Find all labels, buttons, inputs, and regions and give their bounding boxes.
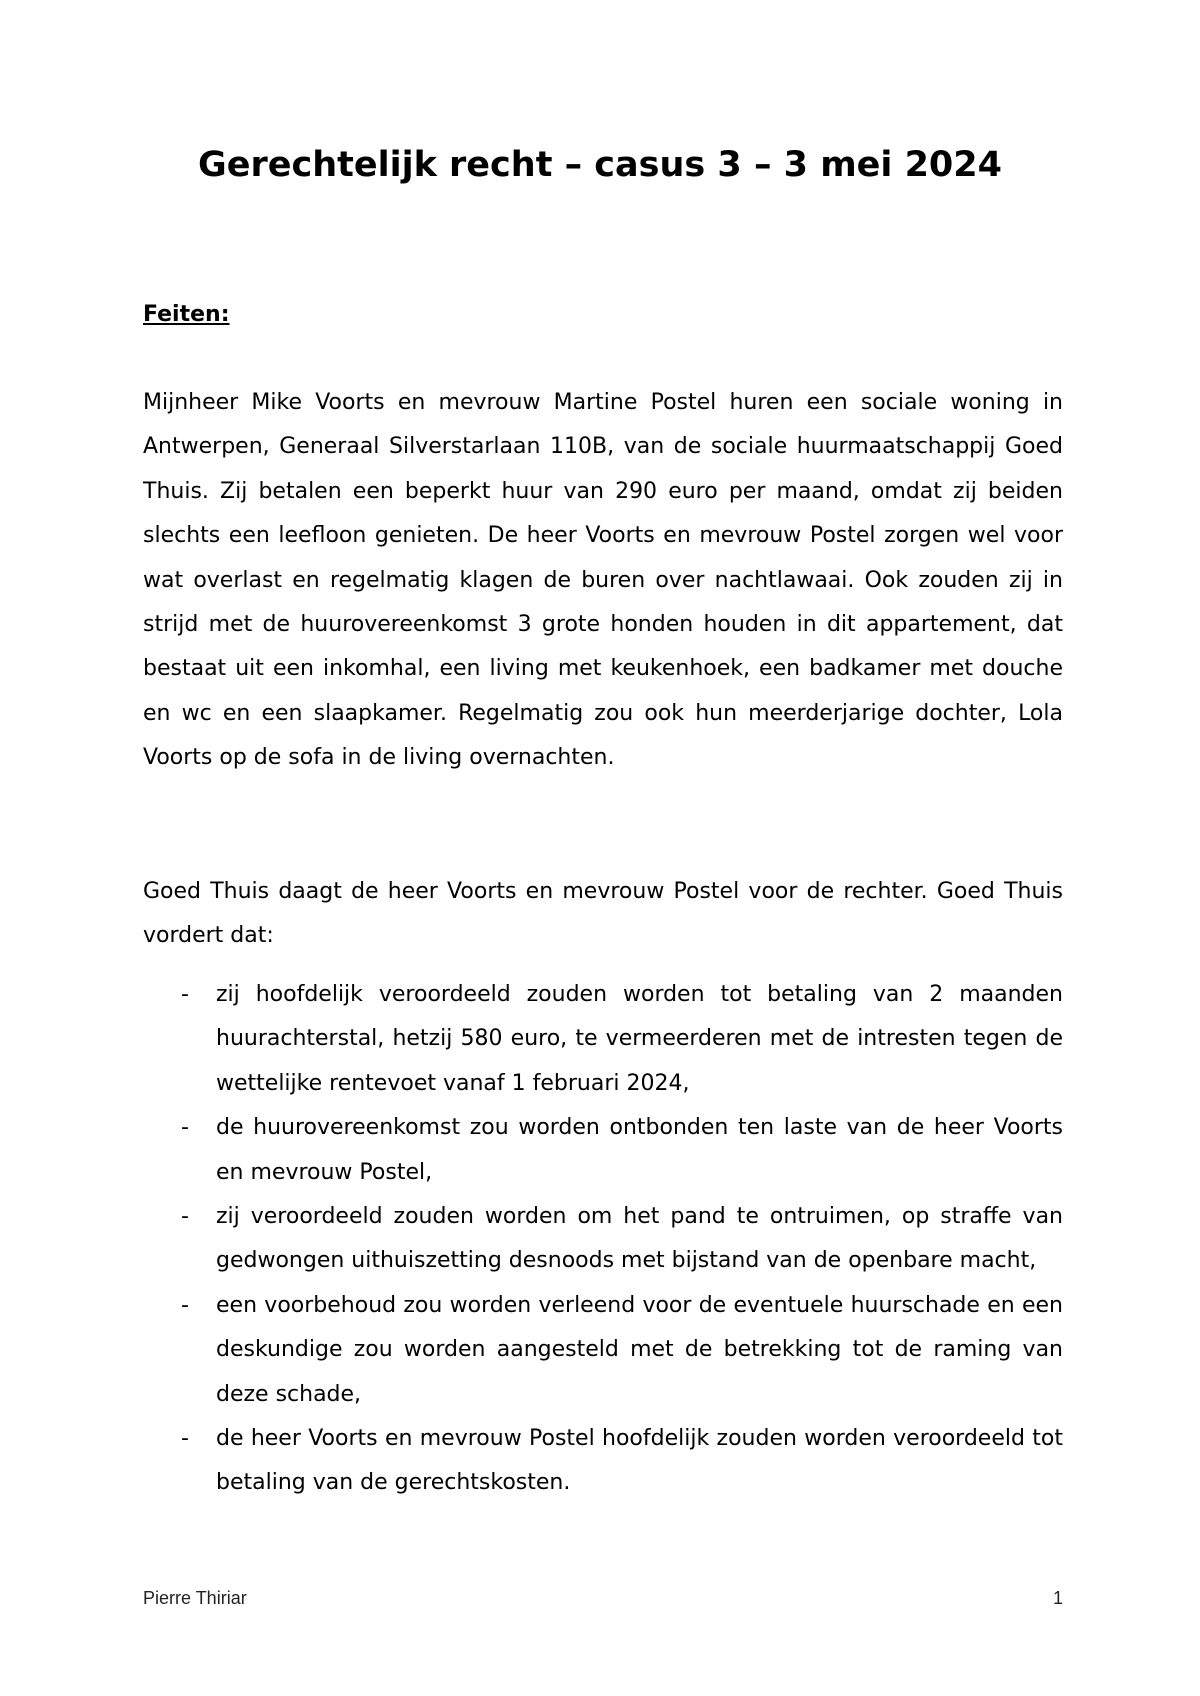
list-dash: - — [181, 982, 189, 1007]
list-dash: - — [181, 1292, 189, 1318]
section-heading-feiten: Feiten: — [143, 302, 230, 327]
claims-list — [143, 973, 1063, 1506]
list-dash: - — [181, 1115, 189, 1141]
list-item — [143, 1417, 1063, 1506]
list-dash: - — [181, 1426, 189, 1452]
paragraph-facts: Mijnheer Mike Voorts en mevrouw Martine Postel huren een sociale woning in Antwerpen, Generaal Silverstarlaan 110B, van de sociale huurmaatschappij Goed Thuis. Zij betalen een beperkt huur van 290 euro per maand, omdat zij beiden slechts een leefloon genieten. De heer Voorts en mevrouw Postel zorgen wel voor wat overlast en regelmatig klagen de buren over nachtlawaai. Ook zouden zij in strijd met de huurovereenkomst 3 grote honden houden in dit appartement, dat bestaat uit een inkomhal, een living met keukenhoek, een badkamer met douche en wc en een slaapkamer. Regelmatig zou ook hun meerderjarige dochter, Lola Voorts op de sofa in de living overnachten. — [143, 390, 1063, 771]
paragraph-claim-intro: Goed Thuis daagt de heer Voorts en mevrouw Postel voor de rechter. Goed Thuis vordert dat: — [143, 879, 1063, 949]
list-dash: - — [181, 1204, 189, 1230]
list-item — [143, 1195, 1063, 1284]
list-item-text: de huurovereenkomst zou worden ontbonden ten laste van de heer Voorts en mevrouw Postel, — [216, 1115, 1063, 1185]
footer-author: Pierre Thiriar — [143, 1588, 247, 1608]
list-item-text: zij hoofdelijk veroordeeld zouden worden tot betaling van 2 maanden huurachterstal, hetzij 580 euro, te vermeerderen met de intresten tegen de wettelijke rentevoet vanaf 1 februari 2024, — [216, 982, 1063, 1096]
list-item — [143, 973, 1063, 1106]
list-item-text: de heer Voorts en mevrouw Postel hoofdelijk zouden worden veroordeeld tot betaling van de gerechtskosten. — [216, 1426, 1063, 1496]
page-title: Gerechtelijk recht – casus 3 – 3 mei 2024 — [197, 145, 1002, 185]
list-item-text: zij veroordeeld zouden worden om het pand te ontruimen, op straffe van gedwongen uithuiszetting desnoods met bijstand van de openbare macht, — [216, 1204, 1063, 1274]
list-item — [143, 1106, 1063, 1195]
list-item-text: een voorbehoud zou worden verleend voor de eventuele huurschade en een deskundige zou worden aangesteld met de betrekking tot de raming van deze schade, — [216, 1292, 1063, 1407]
list-item — [143, 1284, 1063, 1417]
footer-page-number: 1 — [1052, 1588, 1063, 1608]
